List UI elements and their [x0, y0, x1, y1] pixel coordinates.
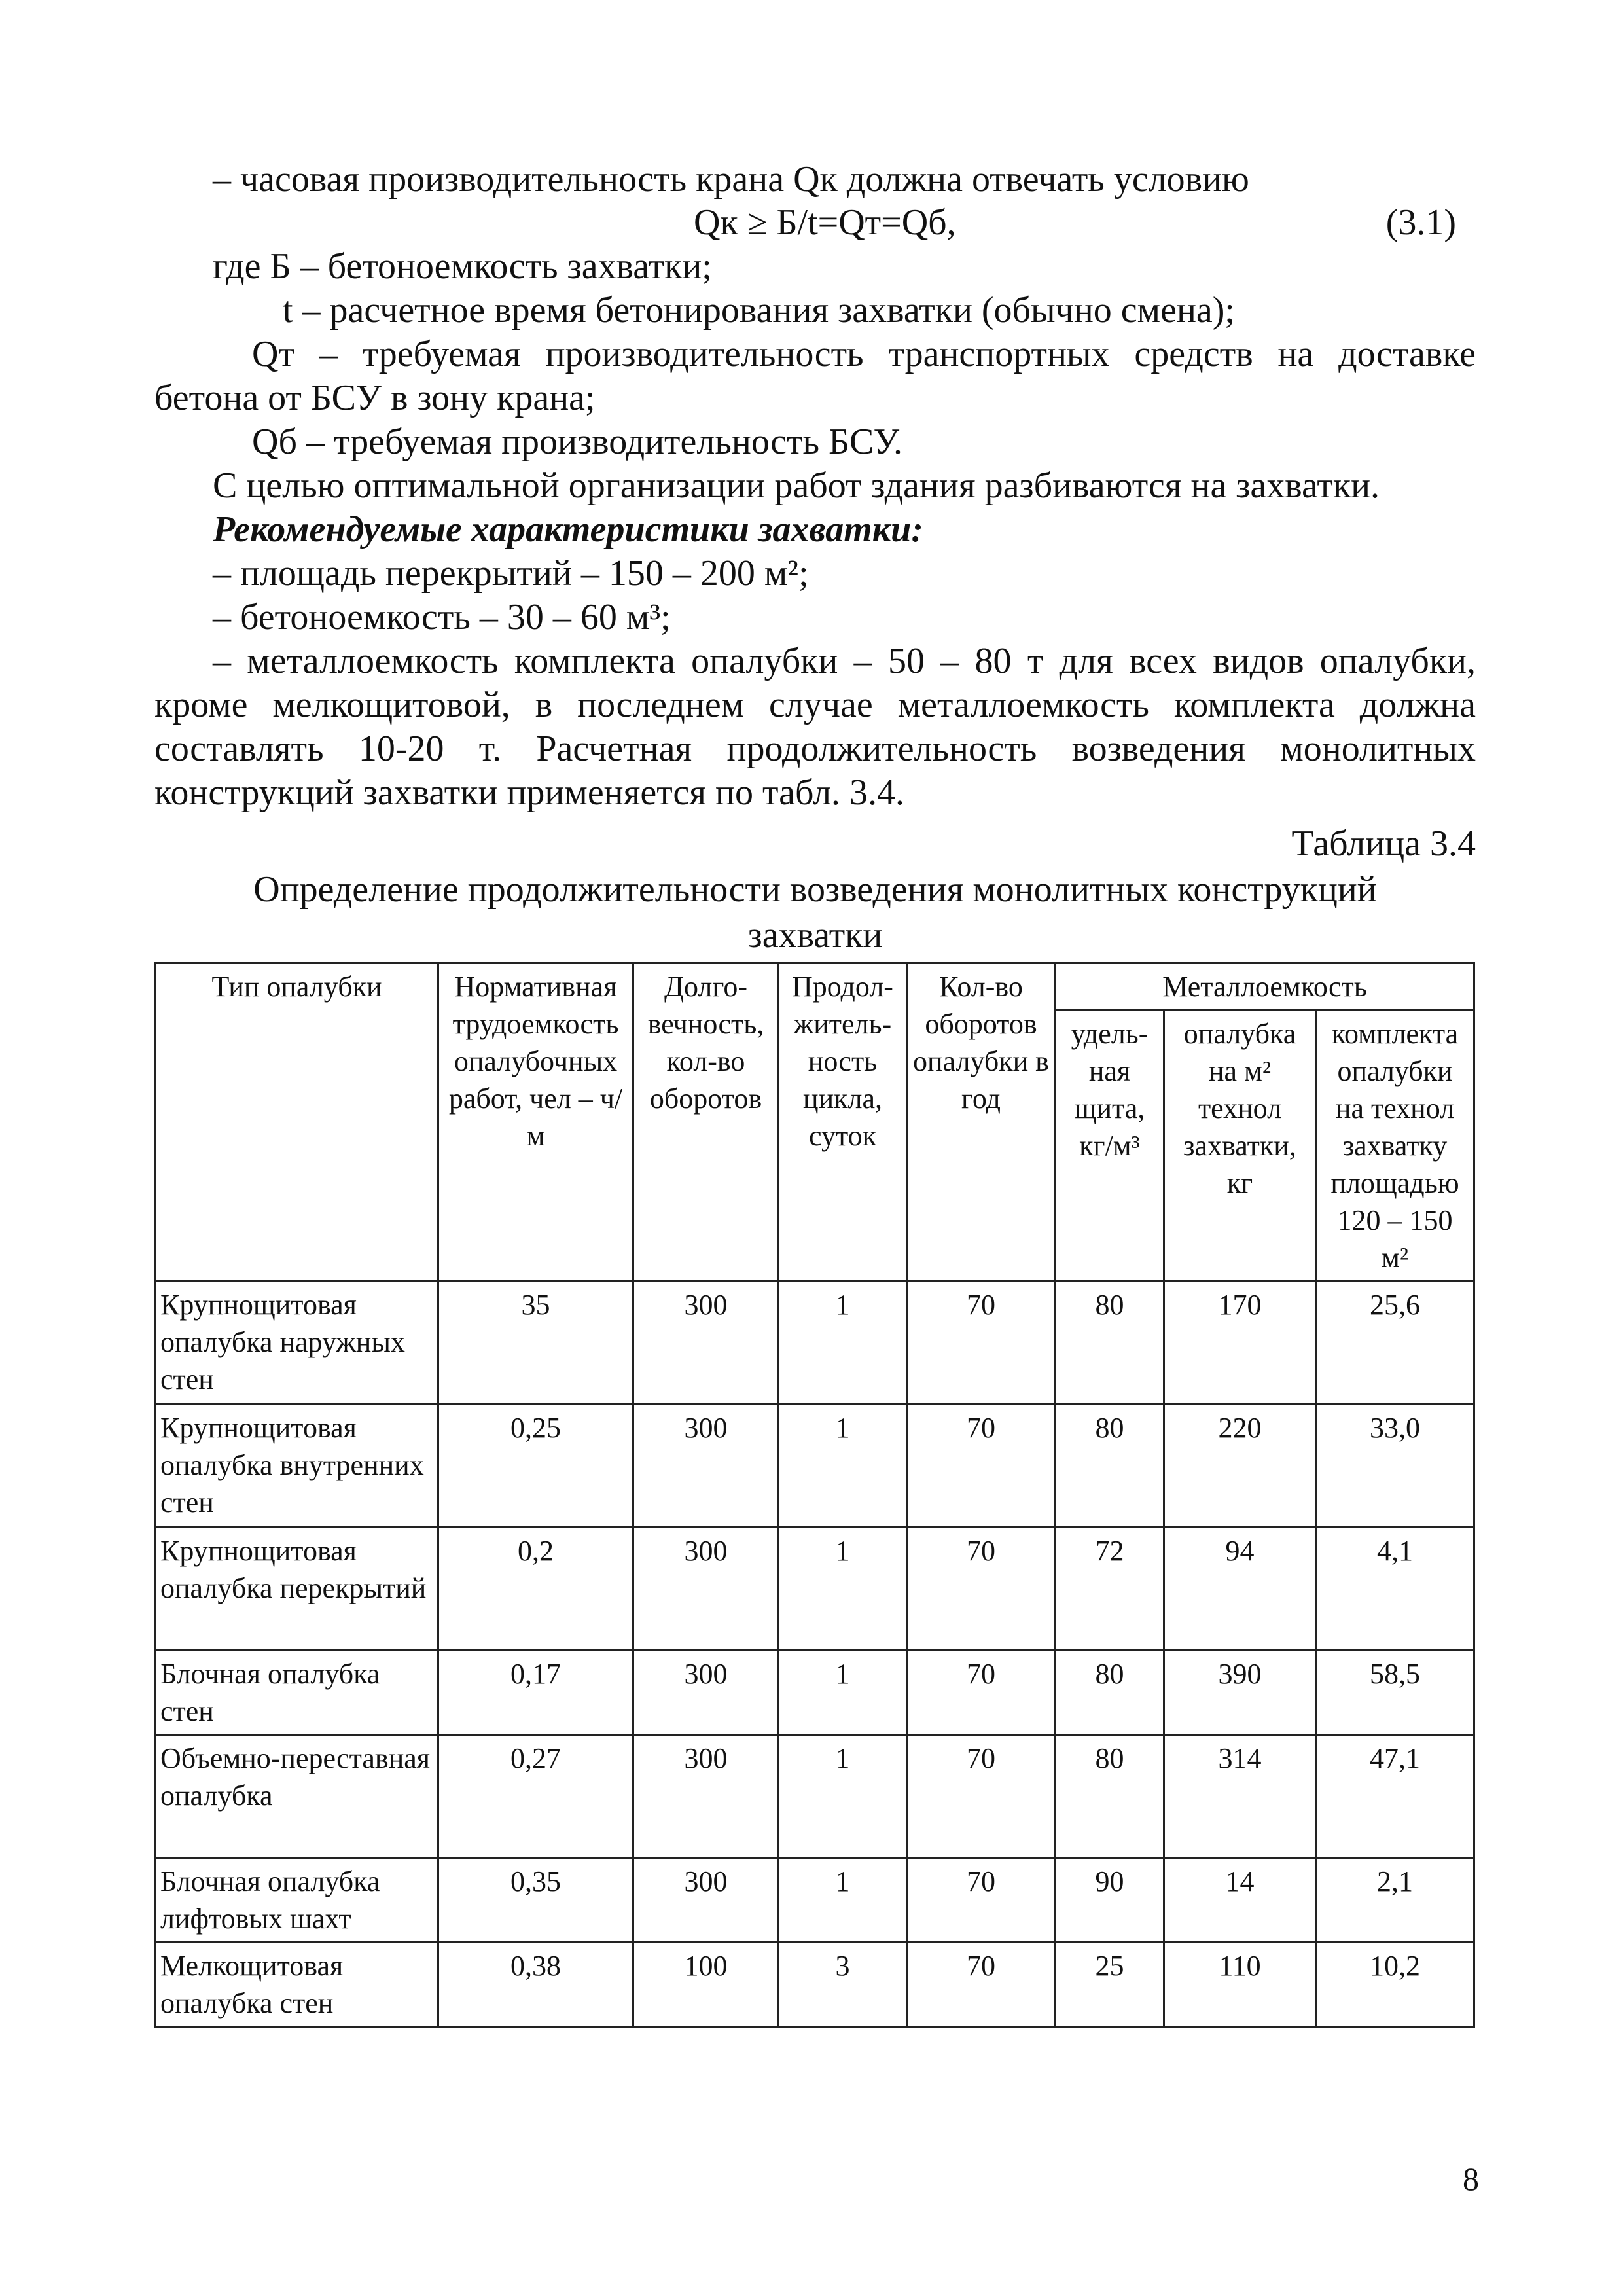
row-name: Крупнощитовая опалубка перекрытий	[156, 1528, 438, 1651]
row-set: 10,2	[1316, 1943, 1474, 2027]
row-specific: 80	[1056, 1405, 1164, 1528]
header-metal-per-m2: опалубка на м² технол захватки, кг	[1164, 1011, 1316, 1282]
row-durability: 300	[633, 1735, 779, 1858]
page-number: 8	[1463, 2161, 1479, 2197]
para-crane-output: – часовая производительность крана Qк должна отвечать условию	[213, 159, 1249, 200]
row-turnover: 70	[907, 1858, 1056, 1943]
table-row	[156, 1282, 1474, 1405]
header-durability: Долго-вечность, кол-во оборотов	[633, 963, 779, 1282]
row-turnover: 70	[907, 1943, 1056, 2027]
row-per-m2: 390	[1164, 1651, 1316, 1735]
row-per-m2: 220	[1164, 1405, 1316, 1528]
list-item-concrete: – бетоноемкость – 30 – 60 м³;	[213, 597, 671, 637]
row-per-m2: 314	[1164, 1735, 1316, 1858]
formwork-table	[154, 962, 1475, 2028]
header-metal-specific: удель-ная щита, кг/м³	[1056, 1011, 1164, 1282]
row-durability: 300	[633, 1651, 779, 1735]
formula-3-1: Qк ≥ Б/t=Qт=Qб,	[694, 202, 956, 243]
row-set: 47,1	[1316, 1735, 1474, 1858]
row-per-m2: 170	[1164, 1282, 1316, 1405]
header-metal-set: комплекта опалубки на технол захватку площадью 120 – 150 м²	[1316, 1011, 1474, 1282]
row-cycle: 1	[779, 1282, 907, 1405]
row-cycle: 1	[779, 1735, 907, 1858]
header-labor: Нормативная трудоемкость опалубочных работ, чел – ч/м	[438, 963, 633, 1282]
row-set: 33,0	[1316, 1405, 1474, 1528]
row-name: Мелкощитовая опалубка стен	[156, 1943, 438, 2027]
row-labor: 0,38	[438, 1943, 633, 2027]
row-labor: 0,35	[438, 1858, 633, 1943]
row-turnover: 70	[907, 1405, 1056, 1528]
row-specific: 72	[1056, 1528, 1164, 1651]
row-specific: 80	[1056, 1651, 1164, 1735]
row-cycle: 1	[779, 1858, 907, 1943]
row-specific: 90	[1056, 1858, 1164, 1943]
row-name: Крупнощитовая опалубка внутренних стен	[156, 1405, 438, 1528]
row-durability: 300	[633, 1528, 779, 1651]
header-turnover: Кол-во оборотов опалубки в год	[907, 963, 1056, 1282]
table-caption-line1: Определение продолжительности возведения монолитных конструкций	[253, 869, 1377, 910]
list-item-metal-line1: – металлоемкость комплекта опалубки – 50 – 80 т для всех видов опалубки,	[213, 641, 1476, 681]
row-turnover: 70	[907, 1282, 1056, 1405]
row-cycle: 1	[779, 1528, 907, 1651]
row-name: Блочная опалубка стен	[156, 1651, 438, 1735]
para-zones: С целью оптимальной организации работ здания разбиваются на захватки.	[213, 465, 1380, 506]
row-durability: 100	[633, 1943, 779, 2027]
row-cycle: 1	[779, 1651, 907, 1735]
where-qt-line2: бетона от БСУ в зону крана;	[154, 378, 596, 418]
table-row	[156, 1405, 1474, 1528]
table-caption-line2: захватки	[747, 915, 883, 956]
list-item-metal-line2: кроме мелкощитовой, в последнем случае металлоемкость комплекта должна	[154, 685, 1476, 725]
list-item-area: – площадь перекрытий – 150 – 200 м²;	[213, 553, 809, 594]
row-name: Объемно-переставная опалубка	[156, 1735, 438, 1858]
row-per-m2: 110	[1164, 1943, 1316, 2027]
row-set: 2,1	[1316, 1858, 1474, 1943]
table-row	[156, 1528, 1474, 1651]
header-metal: Металлоемкость	[1056, 963, 1474, 1011]
row-labor: 35	[438, 1282, 633, 1405]
table-row	[156, 1651, 1474, 1735]
row-specific: 80	[1056, 1735, 1164, 1858]
row-set: 4,1	[1316, 1528, 1474, 1651]
row-specific: 25	[1056, 1943, 1164, 2027]
table-header-row	[156, 963, 1474, 1011]
row-per-m2: 14	[1164, 1858, 1316, 1943]
row-labor: 0,25	[438, 1405, 633, 1528]
where-t: t – расчетное время бетонирования захватки (обычно смена);	[283, 290, 1235, 331]
row-durability: 300	[633, 1405, 779, 1528]
where-qt-line1: Qт – требуемая производительность транспортных средств на доставке	[252, 334, 1476, 374]
row-turnover: 70	[907, 1528, 1056, 1651]
table-row	[156, 1858, 1474, 1943]
row-name: Крупнощитовая опалубка наружных стен	[156, 1282, 438, 1405]
row-labor: 0,2	[438, 1528, 633, 1651]
row-durability: 300	[633, 1858, 779, 1943]
row-labor: 0,17	[438, 1651, 633, 1735]
section-heading: Рекомендуемые характеристики захватки:	[213, 509, 923, 550]
row-turnover: 70	[907, 1651, 1056, 1735]
table-label: Таблица 3.4	[1291, 823, 1476, 864]
row-set: 25,6	[1316, 1282, 1474, 1405]
row-turnover: 70	[907, 1735, 1056, 1858]
row-specific: 80	[1056, 1282, 1164, 1405]
table-row	[156, 1943, 1474, 2027]
list-item-metal-line3: составлять 10-20 т. Расчетная продолжительность возведения монолитных	[154, 728, 1476, 769]
where-b: где Б – бетоноемкость захватки;	[213, 246, 712, 287]
header-type: Тип опалубки	[156, 963, 438, 1282]
row-cycle: 3	[779, 1943, 907, 2027]
table-row	[156, 1735, 1474, 1858]
row-labor: 0,27	[438, 1735, 633, 1858]
header-cycle: Продол-житель-ность цикла, суток	[779, 963, 907, 1282]
row-name: Блочная опалубка лифтовых шахт	[156, 1858, 438, 1943]
row-set: 58,5	[1316, 1651, 1474, 1735]
row-per-m2: 94	[1164, 1528, 1316, 1651]
row-durability: 300	[633, 1282, 779, 1405]
list-item-metal-line4: конструкций захватки применяется по табл. 3.4.	[154, 772, 905, 813]
where-qb: Qб – требуемая производительность БСУ.	[252, 422, 902, 462]
formula-number: (3.1)	[1385, 202, 1456, 243]
row-cycle: 1	[779, 1405, 907, 1528]
